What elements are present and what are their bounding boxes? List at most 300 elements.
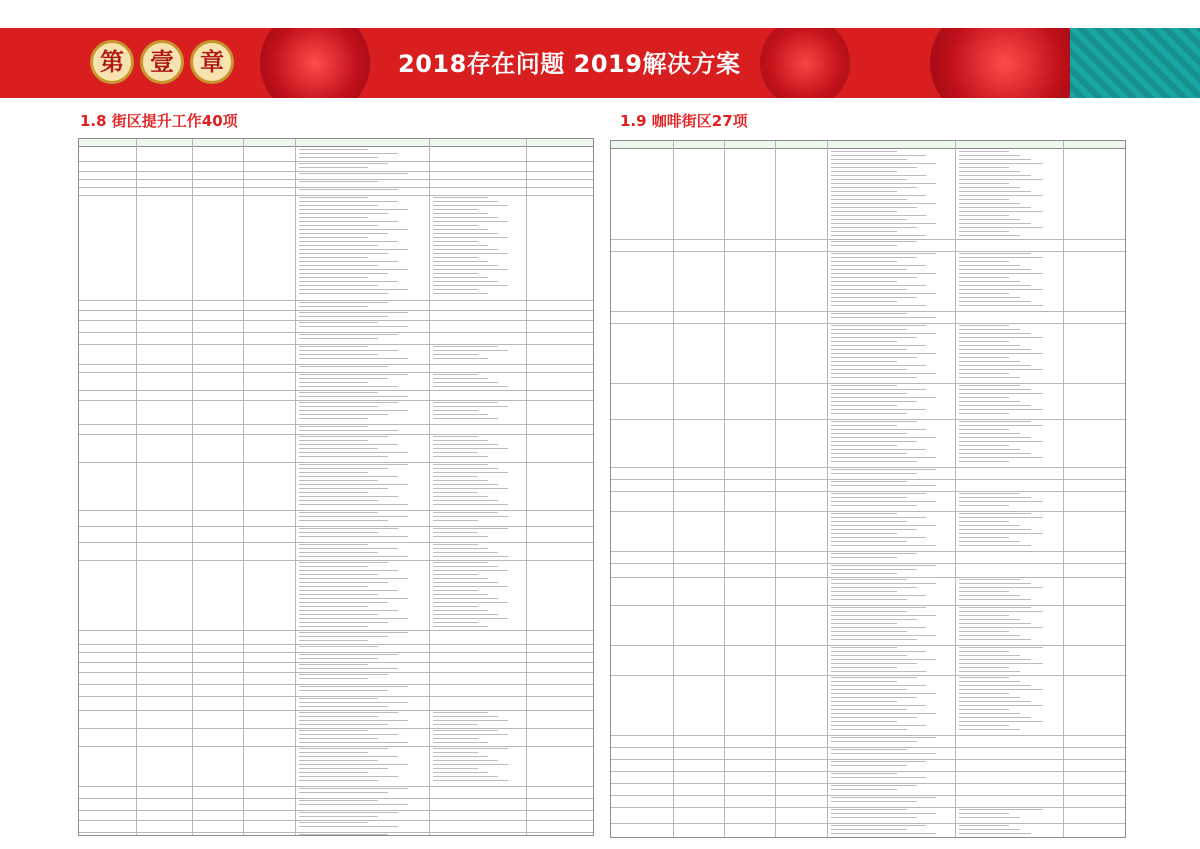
table-text-line xyxy=(959,285,1031,286)
section-title-coffee: 1.9 咖啡街区27项 xyxy=(620,112,748,130)
table-text-line xyxy=(831,663,917,664)
table-text-line xyxy=(433,574,478,575)
table-text-line xyxy=(831,635,936,636)
table-text-line xyxy=(959,505,1009,506)
table-text-line xyxy=(299,245,378,246)
table-text-line xyxy=(299,456,388,457)
table-text-line xyxy=(959,701,1031,702)
table-text-line xyxy=(299,724,388,725)
table-text-line xyxy=(959,293,1009,294)
table-text-line xyxy=(831,357,917,358)
table-text-line xyxy=(433,552,498,553)
table-text-line xyxy=(433,780,508,781)
table-text-line xyxy=(433,213,488,214)
table-text-line xyxy=(433,602,508,603)
table-text-line xyxy=(433,261,488,262)
table-text-line xyxy=(299,452,408,453)
table-text-line xyxy=(299,792,388,793)
table-text-line xyxy=(959,513,1031,514)
table-text-line xyxy=(299,484,408,485)
table-text-line xyxy=(299,734,398,735)
table-text-line xyxy=(299,386,398,387)
table-text-line xyxy=(831,817,917,818)
table-text-line xyxy=(299,658,378,659)
table-text-line xyxy=(299,594,378,595)
table-text-line xyxy=(433,229,488,230)
table-text-line xyxy=(831,505,917,506)
table-text-line xyxy=(831,677,917,678)
table-text-line xyxy=(959,667,1009,668)
table-text-line xyxy=(959,195,1043,196)
table-text-line xyxy=(299,414,388,415)
table-text-line xyxy=(433,756,488,757)
table-text-line xyxy=(831,797,936,798)
table-text-line xyxy=(831,833,936,834)
table-text-line xyxy=(831,553,917,554)
table-text-line xyxy=(959,449,1020,450)
table-text-line xyxy=(299,181,378,182)
table-text-line xyxy=(831,401,917,402)
table-text-line xyxy=(959,231,1009,232)
table-text-line xyxy=(299,544,368,545)
table-text-line xyxy=(299,610,398,611)
table-text-line xyxy=(959,265,1020,266)
table-text-line xyxy=(299,532,378,533)
table-text-line xyxy=(831,349,907,350)
table-text-line xyxy=(959,663,1043,664)
table-text-line xyxy=(959,441,1043,442)
table-text-line xyxy=(959,151,1009,152)
table-text-line xyxy=(299,265,378,266)
table-text-line xyxy=(433,410,478,411)
table-text-line xyxy=(831,445,897,446)
table-text-line xyxy=(959,497,1031,498)
table-text-line xyxy=(299,622,388,623)
table-text-line xyxy=(959,349,1031,350)
table-text-line xyxy=(433,566,498,567)
table-text-line xyxy=(831,171,897,172)
table-text-line xyxy=(959,369,1043,370)
table-text-line xyxy=(299,209,408,210)
table-text-line xyxy=(299,788,408,789)
table-text-line xyxy=(831,409,926,410)
table-text-line xyxy=(831,627,926,628)
table-text-line xyxy=(959,611,1043,612)
table-text-line xyxy=(433,716,498,717)
table-text-line xyxy=(959,583,1031,584)
table-text-line xyxy=(299,306,368,307)
table-text-line xyxy=(299,366,388,367)
table-text-line xyxy=(831,191,897,192)
table-text-line xyxy=(959,301,1031,302)
table-text-line xyxy=(433,544,478,545)
table-text-line xyxy=(959,635,1020,636)
table-text-line xyxy=(831,313,907,314)
table-text-line xyxy=(831,305,926,306)
table-text-line xyxy=(433,504,508,505)
table-text-line xyxy=(433,273,478,274)
table-text-line xyxy=(831,231,897,232)
table-text-line xyxy=(831,741,917,742)
table-text-line xyxy=(831,579,907,580)
table-text-line xyxy=(959,833,1031,834)
table-text-line xyxy=(959,607,1031,608)
table-text-line xyxy=(831,385,897,386)
table-text-line xyxy=(831,689,907,690)
table-text-line xyxy=(959,199,1009,200)
table-text-line xyxy=(299,464,408,465)
table-text-line xyxy=(299,334,398,335)
table-text-line xyxy=(959,623,1031,624)
table-text-line xyxy=(959,517,1043,518)
table-text-line xyxy=(831,405,897,406)
table-text-line xyxy=(831,325,926,326)
table-text-line xyxy=(831,285,926,286)
table-text-line xyxy=(299,312,408,313)
table-text-line xyxy=(959,693,1009,694)
table-text-line xyxy=(959,235,1020,236)
table-text-line xyxy=(433,253,508,254)
table-text-line xyxy=(831,623,897,624)
table-text-line xyxy=(299,426,368,427)
table-text-line xyxy=(959,445,1009,446)
table-text-line xyxy=(299,678,368,679)
table-text-line xyxy=(433,350,508,351)
table-text-line xyxy=(959,401,1020,402)
table-text-line xyxy=(831,195,926,196)
table-text-line xyxy=(299,826,398,827)
table-text-line xyxy=(959,809,1043,810)
table-text-line xyxy=(959,389,1031,390)
table-text-line xyxy=(433,532,478,533)
table-text-line xyxy=(299,760,378,761)
table-text-line xyxy=(299,346,368,347)
table-text-line xyxy=(831,725,926,726)
table-text-line xyxy=(831,317,936,318)
table-text-line xyxy=(299,293,388,294)
table-text-line xyxy=(959,619,1020,620)
table-text-line xyxy=(959,579,1020,580)
table-text-line xyxy=(433,265,498,266)
table-text-line xyxy=(831,369,907,370)
table-text-line xyxy=(959,725,1009,726)
peony-decoration-2 xyxy=(760,28,850,98)
table-text-line xyxy=(831,377,917,378)
table-text-line xyxy=(831,501,936,502)
table-text-line xyxy=(959,333,1031,334)
table-text-line xyxy=(299,213,388,214)
table-text-line xyxy=(433,724,478,725)
table-text-line xyxy=(959,207,1031,208)
table-text-line xyxy=(831,525,936,526)
table-text-line xyxy=(959,159,1031,160)
table-text-line xyxy=(299,402,398,403)
table-text-line xyxy=(433,452,478,453)
table-text-line xyxy=(831,345,926,346)
table-text-line xyxy=(433,406,508,407)
chapter-char-1: 第 xyxy=(90,40,134,84)
table-text-line xyxy=(299,289,408,290)
table-text-line xyxy=(831,481,907,482)
table-text-line xyxy=(433,249,498,250)
table-text-line xyxy=(299,574,378,575)
table-text-line xyxy=(831,353,936,354)
table-text-line xyxy=(299,730,368,731)
table-text-line xyxy=(959,289,1043,290)
table-text-line xyxy=(831,361,897,362)
table-text-line xyxy=(433,245,488,246)
table-text-line xyxy=(831,293,936,294)
table-text-line xyxy=(959,183,1009,184)
table-text-line xyxy=(831,155,926,156)
table-text-line xyxy=(831,631,907,632)
table-text-line xyxy=(959,685,1031,686)
table-text-line xyxy=(433,614,498,615)
table-text-line xyxy=(831,737,936,738)
table-text-line xyxy=(433,484,498,485)
table-text-line xyxy=(433,772,488,773)
table-text-line xyxy=(433,606,478,607)
table-text-line xyxy=(831,167,917,168)
table-text-line xyxy=(831,595,926,596)
table-text-line xyxy=(831,393,907,394)
table-text-line xyxy=(959,223,1031,224)
table-text-line xyxy=(831,615,936,616)
table-text-line xyxy=(433,205,508,206)
table-text-line xyxy=(299,636,388,637)
chapter-char-3: 章 xyxy=(190,40,234,84)
table-text-line xyxy=(299,632,408,633)
table-text-line xyxy=(299,640,368,641)
table-text-line xyxy=(299,269,408,270)
table-text-line xyxy=(299,812,398,813)
table-text-line xyxy=(959,595,1020,596)
table-text-line xyxy=(299,674,388,675)
table-text-line xyxy=(959,163,1043,164)
table-text-line xyxy=(831,341,897,342)
table-text-line xyxy=(831,667,897,668)
table-text-line xyxy=(959,651,1009,652)
table-text-line xyxy=(831,801,917,802)
table-text-line xyxy=(959,437,1031,438)
table-text-line xyxy=(299,392,378,393)
table-text-line xyxy=(299,804,408,805)
table-text-line xyxy=(959,405,1031,406)
table-text-line xyxy=(831,705,926,706)
table-text-line xyxy=(959,203,1020,204)
table-text-line xyxy=(831,647,897,648)
table-text-line xyxy=(299,834,388,835)
pattern-stripe xyxy=(1070,28,1200,98)
table-text-line xyxy=(433,418,498,419)
banner-title: 2018存在问题 2019解决方案 xyxy=(398,50,741,78)
table-text-line xyxy=(831,785,917,786)
table-text-line xyxy=(299,358,408,359)
table-text-line xyxy=(959,269,1031,270)
table-text-line xyxy=(299,598,408,599)
table-text-line xyxy=(959,187,1020,188)
table-text-line xyxy=(831,619,917,620)
table-text-line xyxy=(433,281,498,282)
table-text-line xyxy=(959,273,1043,274)
table-text-line xyxy=(831,151,897,152)
table-text-line xyxy=(433,285,508,286)
street-task-table xyxy=(78,138,594,836)
table-text-line xyxy=(299,406,378,407)
table-text-line xyxy=(831,433,907,434)
table-text-line xyxy=(433,512,498,513)
table-text-line xyxy=(299,556,408,557)
table-text-line xyxy=(959,461,1009,462)
table-text-line xyxy=(959,305,1043,306)
table-text-line xyxy=(299,261,398,262)
table-text-line xyxy=(299,520,388,521)
table-text-line xyxy=(959,457,1043,458)
table-text-line xyxy=(959,425,1043,426)
table-text-line xyxy=(299,690,388,691)
table-text-line xyxy=(959,705,1043,706)
table-text-line xyxy=(433,598,498,599)
table-text-line xyxy=(299,149,368,150)
table-text-line xyxy=(433,382,498,383)
table-text-line xyxy=(959,533,1043,534)
table-text-line xyxy=(299,516,408,517)
table-text-line xyxy=(299,233,388,234)
table-text-line xyxy=(299,772,368,773)
table-text-line xyxy=(299,153,398,154)
table-text-line xyxy=(299,698,378,699)
table-text-line xyxy=(299,606,368,607)
table-text-line xyxy=(299,536,408,537)
table-text-line xyxy=(831,809,907,810)
table-text-line xyxy=(299,492,368,493)
table-text-line xyxy=(299,468,388,469)
table-text-line xyxy=(959,521,1009,522)
table-text-line xyxy=(299,720,408,721)
table-text-line xyxy=(831,659,936,660)
table-text-line xyxy=(831,437,936,438)
table-text-line xyxy=(959,179,1043,180)
table-text-line xyxy=(959,329,1020,330)
table-text-line xyxy=(831,441,917,442)
table-text-line xyxy=(831,529,917,530)
table-text-line xyxy=(959,365,1031,366)
table-text-line xyxy=(959,501,1043,502)
table-text-line xyxy=(433,586,508,587)
table-text-line xyxy=(959,721,1043,722)
table-text-line xyxy=(433,496,488,497)
table-text-line xyxy=(299,205,378,206)
table-text-line xyxy=(831,651,926,652)
table-text-line xyxy=(959,813,1009,814)
table-text-line xyxy=(433,444,498,445)
table-text-line xyxy=(831,541,907,542)
table-text-line xyxy=(959,677,1009,678)
table-text-line xyxy=(299,201,398,202)
table-text-line xyxy=(959,541,1020,542)
table-text-line xyxy=(299,706,388,707)
table-text-line xyxy=(959,647,1043,648)
table-text-line xyxy=(831,449,926,450)
table-text-line xyxy=(433,610,488,611)
table-text-line xyxy=(299,504,408,505)
table-text-line xyxy=(433,480,488,481)
table-text-line xyxy=(831,587,917,588)
table-text-line xyxy=(831,421,917,422)
table-text-line xyxy=(299,326,408,327)
table-text-line xyxy=(433,201,498,202)
table-text-line xyxy=(831,565,936,566)
table-text-line xyxy=(831,639,917,640)
table-text-line xyxy=(959,681,1020,682)
table-text-line xyxy=(299,229,408,230)
table-text-line xyxy=(831,273,936,274)
table-text-line xyxy=(299,566,368,567)
table-text-line xyxy=(831,655,907,656)
table-text-line xyxy=(831,473,917,474)
table-text-line xyxy=(433,269,508,270)
table-text-line xyxy=(831,261,897,262)
table-text-line xyxy=(433,293,488,294)
table-text-line xyxy=(299,822,368,823)
table-text-line xyxy=(831,269,907,270)
table-text-line xyxy=(831,277,917,278)
table-text-line xyxy=(299,582,388,583)
table-text-line xyxy=(433,582,498,583)
table-text-line xyxy=(831,591,897,592)
table-text-line xyxy=(959,729,1020,730)
table-text-line xyxy=(831,175,926,176)
table-text-line xyxy=(959,659,1031,660)
table-text-line xyxy=(959,155,1020,156)
table-text-line xyxy=(299,225,378,226)
table-text-line xyxy=(831,717,917,718)
table-text-line xyxy=(959,345,1020,346)
table-text-line xyxy=(959,341,1009,342)
table-text-line xyxy=(433,402,498,403)
table-text-line xyxy=(831,607,926,608)
table-text-line xyxy=(433,472,508,473)
table-text-line xyxy=(299,221,398,222)
table-text-line xyxy=(299,237,368,238)
peony-decoration xyxy=(260,28,370,98)
table-text-line xyxy=(831,215,926,216)
table-text-line xyxy=(959,631,1009,632)
table-text-line xyxy=(959,671,1020,672)
table-text-line xyxy=(831,521,907,522)
table-header xyxy=(611,141,1125,149)
table-text-line xyxy=(959,253,1031,254)
table-text-line xyxy=(299,780,378,781)
table-text-line xyxy=(831,223,936,224)
section-title-street: 1.8 街区提升工作40项 xyxy=(80,112,238,130)
chapter-banner xyxy=(0,28,1200,98)
table-text-line xyxy=(959,639,1031,640)
table-text-line xyxy=(299,552,378,553)
table-text-line xyxy=(433,516,508,517)
table-text-line xyxy=(433,556,508,557)
table-text-line xyxy=(299,322,378,323)
table-text-line xyxy=(831,599,907,600)
table-text-line xyxy=(299,716,378,717)
table-text-line xyxy=(433,594,488,595)
table-text-line xyxy=(831,469,936,470)
table-text-line xyxy=(831,825,926,826)
table-text-line xyxy=(433,209,478,210)
table-text-line xyxy=(299,686,408,687)
table-text-line xyxy=(831,397,936,398)
table-text-line xyxy=(959,281,1020,282)
